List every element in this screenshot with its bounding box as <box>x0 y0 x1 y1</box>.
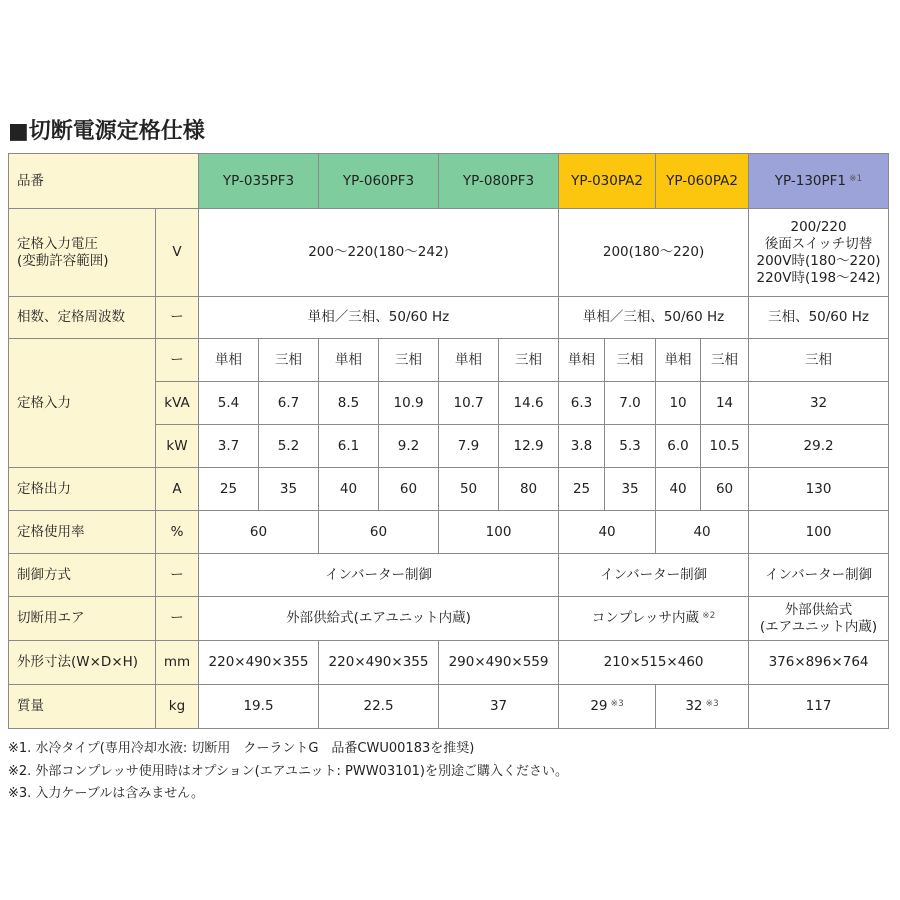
value-cell <box>605 468 656 511</box>
value-cell <box>199 685 319 729</box>
value-cell <box>559 597 749 641</box>
model-header-text: YP-030PA2 <box>571 172 643 189</box>
value-cell <box>749 641 889 685</box>
value-cell-text: 200〜220(180〜242) <box>308 244 449 260</box>
row-label-text: 相数、定格周波数 <box>17 309 125 325</box>
value-cell <box>379 468 439 511</box>
value-cell <box>749 425 889 468</box>
unit-cell <box>156 425 199 468</box>
unit-cell-text: kg <box>168 698 186 714</box>
row-label <box>9 511 156 554</box>
row-label-text: 定格入力 <box>17 394 71 411</box>
value-cell-text: 三相 <box>275 351 302 368</box>
value-cell <box>749 554 889 597</box>
value-cell <box>749 685 889 729</box>
value-cell-text: 9.2 <box>397 437 420 454</box>
value-cell <box>656 468 701 511</box>
unit-cell <box>156 209 199 297</box>
unit-cell-text: kW <box>166 437 188 454</box>
value-cell <box>439 339 499 382</box>
footnote: ※2. 外部コンプレッサ使用時はオプション(エアユニット: PWW03101)を別途ご購入ください。 <box>8 763 568 779</box>
value-cell <box>559 425 605 468</box>
value-cell <box>749 511 889 554</box>
value-cell-text: 10.9 <box>393 394 424 411</box>
value-cell <box>199 425 259 468</box>
value-cell-text: インバーター制御 <box>765 566 873 583</box>
value-cell <box>199 641 319 685</box>
value-cell <box>499 425 559 468</box>
table-row <box>9 641 889 685</box>
value-cell-text: 14.6 <box>513 394 544 411</box>
value-cell <box>319 685 439 729</box>
value-cell-text: 376×896×764 <box>768 654 869 670</box>
value-cell-text: 単相 <box>664 351 692 368</box>
value-cell <box>199 339 259 382</box>
footnotes <box>8 738 568 806</box>
unit-cell-text: mm <box>163 654 191 670</box>
row-label <box>9 554 156 597</box>
unit-cell-text: A <box>172 480 182 497</box>
value-cell-text: 単相 <box>568 351 596 368</box>
value-cell-text: 外部供給式(エアユニット内蔵) <box>286 610 471 626</box>
unit-cell <box>156 597 199 641</box>
model-header <box>439 154 559 209</box>
value-cell-text: 6.1 <box>337 437 360 454</box>
model-header-text: YP-060PA2 <box>666 172 738 189</box>
footnote-mark: ※3 <box>705 699 719 709</box>
value-cell <box>749 209 889 297</box>
value-cell-text: 単相／三相、50/60 Hz <box>582 309 725 325</box>
value-cell <box>379 382 439 425</box>
value-cell <box>199 554 559 597</box>
value-cell-text: 40 <box>598 523 616 540</box>
spec-table <box>8 153 889 729</box>
table-row <box>9 597 889 641</box>
value-cell <box>605 339 656 382</box>
row-label <box>9 297 156 339</box>
unit-cell-text: ー <box>170 610 184 626</box>
footnote-mark: ※2 <box>702 611 716 621</box>
value-cell-text: 6.0 <box>667 437 689 454</box>
value-cell <box>199 209 559 297</box>
value-cell-text: 100 <box>485 523 512 540</box>
row-label-text: 定格入力電圧 (変動許容範囲) <box>17 235 109 269</box>
value-cell <box>656 511 749 554</box>
value-cell <box>199 511 319 554</box>
value-cell-text: 三相、50/60 Hz <box>768 309 870 325</box>
footnote-mark: ※1 <box>849 173 863 184</box>
value-cell <box>439 382 499 425</box>
value-cell <box>559 468 605 511</box>
value-cell <box>559 297 749 339</box>
value-cell <box>439 425 499 468</box>
row-label <box>9 339 156 468</box>
table-row <box>9 297 889 339</box>
value-cell-text: 50 <box>459 480 478 497</box>
value-cell-text: 三相 <box>711 351 739 368</box>
value-cell-text: 三相 <box>395 351 423 368</box>
value-cell <box>605 425 656 468</box>
value-cell <box>499 468 559 511</box>
value-cell <box>559 554 749 597</box>
value-cell-text: 6.3 <box>570 394 593 411</box>
value-cell-text: 三相 <box>805 351 833 368</box>
value-cell-text: 三相 <box>515 351 543 368</box>
value-cell <box>656 339 701 382</box>
row-label <box>9 597 156 641</box>
value-cell <box>379 339 439 382</box>
row-label-text: 定格使用率 <box>17 523 85 540</box>
row-label <box>9 468 156 511</box>
header-label <box>9 154 199 209</box>
value-cell-text: 290×490×559 <box>448 654 549 670</box>
value-cell-text: 80 <box>519 480 538 497</box>
row-label-text: 質量 <box>17 698 44 714</box>
value-cell-text: 29 <box>590 698 608 714</box>
value-cell <box>559 685 656 729</box>
value-cell <box>656 382 701 425</box>
value-cell-text: 40 <box>693 523 711 540</box>
model-header-text: YP-060PF3 <box>342 172 415 189</box>
value-cell <box>499 339 559 382</box>
value-cell-text: 210×515×460 <box>603 654 704 670</box>
unit-cell-text: ー <box>170 309 184 325</box>
value-cell-text: 25 <box>572 480 591 497</box>
unit-cell-text: kVA <box>164 394 190 411</box>
value-cell <box>701 468 749 511</box>
model-header <box>656 154 749 209</box>
table-row <box>9 685 889 729</box>
value-cell <box>259 339 319 382</box>
unit-cell <box>156 339 199 382</box>
section-title: ■切断電源定格仕様 <box>8 119 205 144</box>
value-cell-text: 単相 <box>455 351 483 368</box>
unit-cell-text: ー <box>170 351 184 368</box>
header-row <box>9 154 889 209</box>
value-cell <box>439 468 499 511</box>
value-cell <box>605 382 656 425</box>
value-cell-text: 外部供給式 (エアユニット内蔵) <box>759 601 878 635</box>
value-cell-text: 22.5 <box>363 698 394 714</box>
value-cell-text: 200/220 後面スイッチ切替 200V時(180〜220) 220V時(198〜242) <box>756 218 881 286</box>
value-cell-text: 7.9 <box>457 437 480 454</box>
value-cell-text: 三相 <box>616 351 644 368</box>
value-cell-text: 5.3 <box>619 437 641 454</box>
unit-cell <box>156 382 199 425</box>
value-cell <box>749 382 889 425</box>
value-cell <box>749 339 889 382</box>
value-cell-text: 117 <box>805 698 832 714</box>
value-cell <box>319 425 379 468</box>
value-cell-text: インバーター制御 <box>600 566 708 583</box>
unit-cell <box>156 685 199 729</box>
value-cell <box>656 685 749 729</box>
value-cell-text: 単相 <box>215 351 242 368</box>
table-row <box>9 468 889 511</box>
model-header <box>319 154 439 209</box>
unit-cell <box>156 641 199 685</box>
row-label <box>9 209 156 297</box>
value-cell <box>749 597 889 641</box>
model-header <box>559 154 656 209</box>
model-header <box>199 154 319 209</box>
value-cell-text: 単相／三相、50/60 Hz <box>307 309 450 325</box>
model-header <box>749 154 889 209</box>
value-cell-text: 25 <box>219 480 238 497</box>
value-cell-text: 200(180〜220) <box>602 244 705 260</box>
footnote: ※3. 入力ケーブルは含みません。 <box>8 786 205 801</box>
value-cell <box>259 382 319 425</box>
unit-cell <box>156 468 199 511</box>
value-cell <box>199 468 259 511</box>
value-cell-text: 8.5 <box>337 394 360 411</box>
value-cell-text: 40 <box>669 480 687 497</box>
value-cell <box>749 468 889 511</box>
value-cell <box>259 468 319 511</box>
value-cell <box>319 511 439 554</box>
unit-cell <box>156 297 199 339</box>
value-cell-text: 60 <box>369 523 388 540</box>
value-cell <box>379 425 439 468</box>
table-row <box>9 511 889 554</box>
value-cell <box>701 425 749 468</box>
value-cell-text: 35 <box>621 480 639 497</box>
value-cell <box>439 685 559 729</box>
value-cell-text: 単相 <box>335 351 363 368</box>
value-cell-text: 60 <box>249 523 268 540</box>
model-header-text: YP-080PF3 <box>462 172 535 189</box>
row-label-text: 定格出力 <box>17 480 71 497</box>
value-cell-text: 60 <box>715 480 734 497</box>
value-cell-text: 10 <box>669 394 687 411</box>
value-cell-text: 19.5 <box>243 698 274 714</box>
value-cell <box>656 425 701 468</box>
unit-cell <box>156 554 199 597</box>
unit-cell-text: V <box>172 244 182 260</box>
unit-cell-text: ー <box>170 566 184 583</box>
value-cell-text: 220×490×355 <box>208 654 309 670</box>
table-row <box>9 554 889 597</box>
model-header-text: YP-130PF1 <box>774 172 847 189</box>
value-cell-text: 12.9 <box>513 437 544 454</box>
row-label <box>9 685 156 729</box>
value-cell <box>559 382 605 425</box>
value-cell <box>439 641 559 685</box>
row-label-text: 切断用エア <box>17 610 85 626</box>
value-cell <box>199 297 559 339</box>
value-cell-text: 32 <box>809 394 828 411</box>
value-cell <box>499 382 559 425</box>
row-label-text: 外形寸法(W×D×H) <box>17 654 139 670</box>
value-cell <box>439 511 559 554</box>
value-cell-text: 130 <box>805 480 832 497</box>
value-cell <box>559 339 605 382</box>
value-cell-text: 220×490×355 <box>328 654 429 670</box>
value-cell-text: 14 <box>715 394 734 411</box>
unit-cell-text: % <box>170 523 184 540</box>
value-cell-text: 32 <box>685 698 703 714</box>
value-cell-text: 3.7 <box>217 437 240 454</box>
value-cell <box>319 468 379 511</box>
table-row <box>9 339 889 382</box>
value-cell <box>559 511 656 554</box>
value-cell-text: インバーター制御 <box>324 566 433 583</box>
value-cell-text: 40 <box>339 480 358 497</box>
row-label-text: 制御方式 <box>17 566 71 583</box>
value-cell-text: 100 <box>805 523 832 540</box>
value-cell-text: 5.2 <box>277 437 300 454</box>
value-cell-text: 7.0 <box>619 394 641 411</box>
row-label <box>9 641 156 685</box>
value-cell-text: 29.2 <box>803 437 834 454</box>
value-cell <box>319 382 379 425</box>
value-cell-text: 5.4 <box>217 394 240 411</box>
value-cell <box>749 297 889 339</box>
value-cell-text: 60 <box>399 480 418 497</box>
value-cell-text: 6.7 <box>277 394 300 411</box>
value-cell-text: 10.5 <box>709 437 740 454</box>
value-cell <box>319 641 439 685</box>
value-cell-text: コンプレッサ内蔵 <box>591 610 700 626</box>
footnote-mark: ※3 <box>610 699 624 709</box>
value-cell <box>199 597 559 641</box>
model-header-text: YP-035PF3 <box>222 172 295 189</box>
value-cell <box>701 339 749 382</box>
header-label-text: 品番 <box>17 172 44 189</box>
value-cell <box>199 382 259 425</box>
value-cell <box>559 209 749 297</box>
value-cell-text: 35 <box>279 480 298 497</box>
value-cell <box>319 339 379 382</box>
unit-cell <box>156 511 199 554</box>
value-cell <box>559 641 749 685</box>
value-cell-text: 10.7 <box>453 394 484 411</box>
value-cell-text: 37 <box>489 698 508 714</box>
value-cell-text: 3.8 <box>570 437 593 454</box>
value-cell <box>701 382 749 425</box>
footnote: ※1. 水冷タイプ(専用冷却水液: 切断用 クーラントG 品番CWU00183を推奨) <box>8 741 475 756</box>
table-row <box>9 209 889 297</box>
value-cell <box>259 425 319 468</box>
